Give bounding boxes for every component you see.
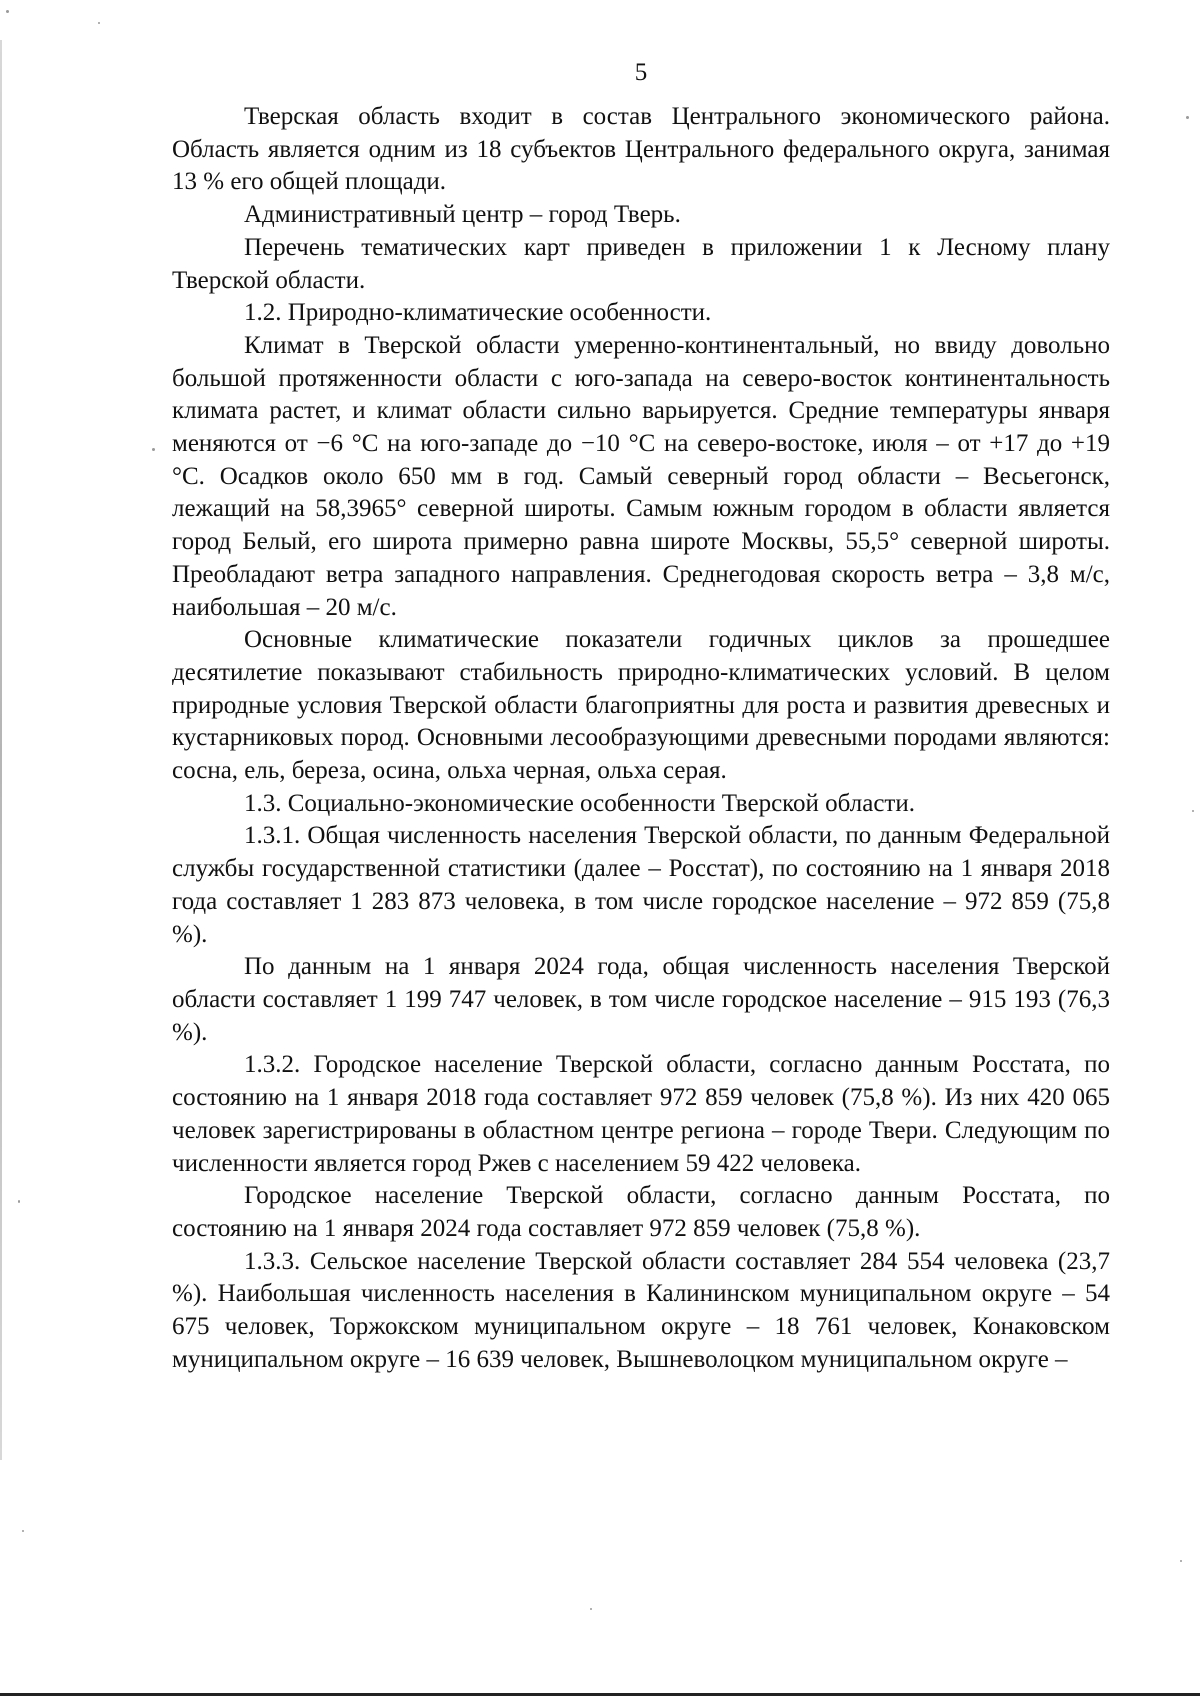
paragraph-population-2018: 1.3.1. Общая численность населения Тверской области, по данным Федеральной службы государственной статистики (далее – Росстат), по состоянию на 1 января 2018 года составляет 1 283 873 человека, в том числе городское население – 972 859 (75,8 %). (172, 822, 1110, 948)
scan-speck (98, 22, 100, 24)
section-heading-climate: 1.2. Природно-климатические особенности. (244, 299, 712, 327)
scan-edge-left (0, 40, 2, 1460)
paragraph-region-membership: Тверская область входит в состав Центрального экономического района. Область является одним из 18 субъектов Центрального федерального округа, занимая 13 % его общей площади. (172, 103, 1110, 196)
scan-speck (1186, 116, 1189, 119)
paragraph-climate-indicators: Основные климатические показатели годичных циклов за прошедшее десятилетие показывают стабильность природно-климатических условий. В целом природные условия Тверской области благоприятны для роста и развития древесных и кустарниковых пород. Основными лесообразующими древесными породами являются: сосна, ель, береза, осина, ольха черная, ольха серая. (172, 626, 1110, 785)
page-number: 5 (634, 59, 648, 86)
paragraph-thematic-maps: Перечень тематических карт приведен в приложении 1 к Лесному плану Тверской области. (172, 233, 1110, 294)
paragraph-population-2024: По данным на 1 января 2024 года, общая численность населения Тверской области составляет 1 199 747 человек, в том числе городское население – 915 193 (76,3 %). (172, 953, 1110, 1046)
scan-speck (152, 448, 155, 451)
scan-speck (6, 10, 9, 13)
paragraph-urban-population-2024: Городское население Тверской области, согласно данным Росстата, по состоянию на 1 января 2024 года составляет 972 859 человек (75,8 %). (172, 1182, 1110, 1242)
scan-speck (18, 1200, 20, 1203)
paragraph-climate: Климат в Тверской области умеренно-континентальный, но ввиду довольно большой протяженности области с юго-запада на северо-восток континентальность климата растет, и климат области сильно варьируется. Средние температуры января меняются от −6 °C на юго-западе до −10 °C на северо-востоке, июля – от +17 до +19 °C. Осадков около 650 мм в год. Самый северный город области – Весьегонск, лежащий на 58,3965° северной широты. Самым южным городом в области является город Белый, его широта примерно равна широте Москвы, 55,5° северной широты. Преобладают ветра западного направления. Среднегодовая скорость ветра – 3,8 м/с, наибольшая – 20 м/с. (172, 331, 1110, 621)
scan-speck (1180, 1560, 1182, 1562)
paragraph-urban-population-2018: 1.3.2. Городское население Тверской области, согласно данным Росстата, по состоянию на 1 января 2018 года составляет 972 859 человек (75,8 %). Из них 420 065 человек зарегистрированы в областном центре региона – городе Твери. Следующим по численности является город Ржев с населением 59 422 человека. (172, 1051, 1110, 1177)
scan-speck (1192, 810, 1194, 812)
scan-speck (590, 1608, 592, 1610)
document-body (172, 101, 1110, 1376)
section-heading-socioeconomic: 1.3. Социально-экономические особенности Тверской области. (244, 789, 915, 817)
paragraph-admin-center: Административный центр – город Тверь. (244, 201, 681, 229)
scan-speck (22, 1530, 24, 1532)
paragraph-rural-population: 1.3.3. Сельское население Тверской области составляет 284 554 человека (23,7 %). Наибольшая численность населения в Калининском муниципальном округе – 54 675 человек, Торжокском муниципальном округе – 18 761 человек, Конаковском муниципальном округе – 16 639 человек, Вышневолоцком муниципальном округе – (172, 1247, 1110, 1373)
